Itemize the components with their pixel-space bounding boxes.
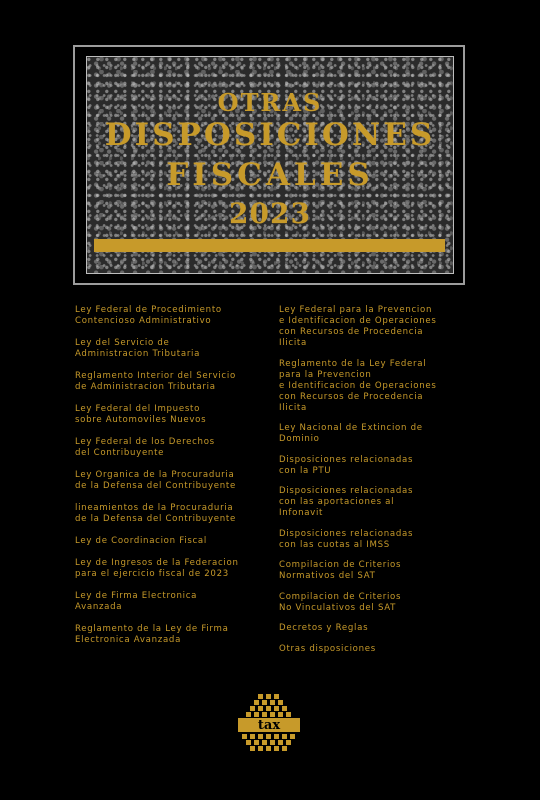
contents-item: Reglamento de la Ley Federal para la Prevencion e Identificacion de Operaciones con Recursos de Procedencia Ilicita xyxy=(279,358,437,413)
contents-item: Ley Federal de Procedimiento Contencioso Administrativo xyxy=(75,305,222,326)
contents-item: Disposiciones relacionadas con las cuotas al IMSS xyxy=(279,528,414,550)
contents-item: Ley Federal para la Prevencion e Identificacion de Operaciones con Recursos de Procedencia Ilicita xyxy=(279,305,437,348)
contents-item: Ley de Firma Electronica Avanzada xyxy=(75,591,198,612)
contents-item: Disposiciones relacionadas con la PTU xyxy=(279,454,414,476)
contents-item: Disposiciones relacionadas con las aportaciones al Infonavit xyxy=(279,486,414,518)
title-line-1: OTRAS xyxy=(217,88,323,117)
contents-item: Ley Nacional de Extincion de Dominio xyxy=(279,423,423,444)
title-underline-bar xyxy=(94,239,445,252)
contents-item: Compilacion de Criterios No Vinculativos del SAT xyxy=(279,591,402,613)
contents-list-right xyxy=(279,305,479,664)
title-year: 2023 xyxy=(229,197,311,230)
contents-item: Ley Federal de los Derechos del Contribuyente xyxy=(75,437,215,458)
title-line-2: DISPOSICIONES xyxy=(104,117,436,153)
contents-item: Ley del Servicio de Administracion Tributaria xyxy=(75,338,201,359)
contents-item: Ley Organica de la Procuraduria de la Defensa del Contribuyente xyxy=(75,470,236,491)
contents-item: lineamientos de la Procuraduria de la Defensa del Contribuyente xyxy=(75,503,236,524)
contents-list-left xyxy=(75,305,275,657)
contents-item: Otras disposiciones xyxy=(279,643,376,654)
contents-item: Compilacion de Criterios Normativos del SAT xyxy=(279,560,402,581)
contents-item: Decretos y Reglas xyxy=(279,623,369,633)
contents-item: Reglamento Interior del Servicio de Administracion Tributaria xyxy=(75,371,236,392)
contents-item: Ley Federal del Impuesto sobre Automoviles Nuevos xyxy=(75,404,207,425)
contents-item: Ley de Coordinacion Fiscal xyxy=(75,536,207,546)
contents-item: Reglamento de la Ley de Firma Electronica Avanzada xyxy=(75,624,229,645)
publisher-logo-icon xyxy=(233,692,305,754)
publisher-logo-text: tax xyxy=(257,718,281,733)
title-line-3: FISCALES xyxy=(166,157,374,193)
contents-item: Ley de Ingresos de la Federacion para el ejercicio fiscal de 2023 xyxy=(75,558,239,579)
